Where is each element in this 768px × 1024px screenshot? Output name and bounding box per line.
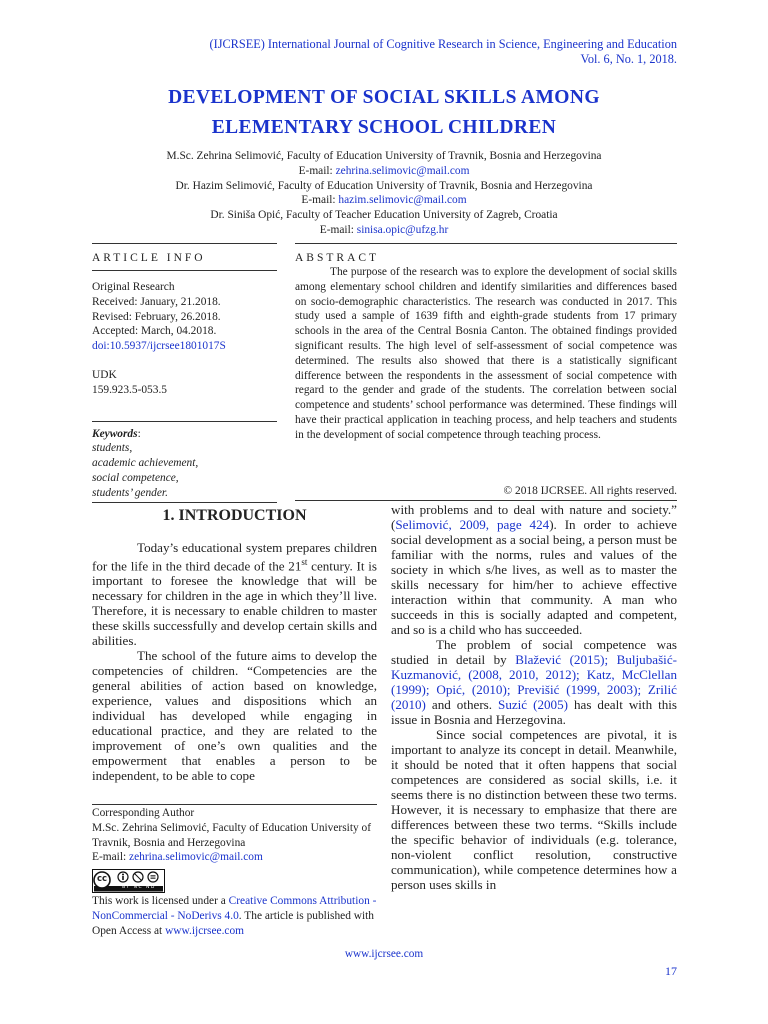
footer-url[interactable]: www.ijcrsee.com [344, 948, 424, 960]
page-number: 17 [665, 964, 677, 978]
article-info [92, 251, 277, 501]
paragraph-text: The problem of social competence was studied in detail by [391, 637, 677, 667]
article-info-bottom-rule [92, 502, 277, 503]
paragraph-text: Today’s educational system prepares children for the life in the third decade of the 21 [92, 540, 377, 574]
body-column-left [92, 540, 377, 783]
corresponding-author [92, 806, 377, 865]
author-3-affiliation: Dr. Siniša Opić, Faculty of Teacher Education University of Zagreb, Croatia [210, 209, 558, 222]
intro-paragraph-2: The school of the future aims to develop the competencies of children. “Competencies are the general abilities of action based on knowledge, experience, values and dispositions which an individual has developed while engaging in educational practice, and they are related to the improvement of one’s own qualities and the empowerment that enables a person to be independent, to be able to cope [92, 648, 377, 784]
body-column-right [391, 502, 677, 892]
abstract-text: The purpose of the research was to explore the development of social skills among elementary school children and identify similarities and differences based on socio-demographic characteristics. The research was conducted in 2017. This study used a sample of 1639 fifth and eighth-grade students from 17 primary schools in the area of the Central Bosnia Canton. The obtained findings provided significant results. The high level of self-assessment of social competence was determined. The results also showed that there is a statistically significant difference between the respondents in the assessment of social competence with regard to the gender and grade of the students. The correlation between social competence and students’ school performance was determined. These findings will have their practical application in teaching process, and help teachers and students in the development of social competence through teaching process. [295, 266, 677, 441]
abstract-heading: ABSTRACT [295, 252, 380, 264]
keywords-label: Keywords [92, 427, 138, 440]
paragraph-text: ). In order to achieve social development as a social being, a person must be familiar with the norms, rules and values of the society in which s/he lives, as well as to master the skills necessary for him/her to achieve effective interaction within that community. A man who succeeds in this is socially adapted and competent, and so is a child who has succeeded. [391, 517, 677, 637]
footnote-rule [92, 804, 377, 805]
accepted-date: Accepted: March, 04.2018. [92, 325, 217, 338]
license-text [92, 894, 377, 938]
keyword-item: students’ gender. [92, 486, 168, 499]
paper-title [60, 83, 708, 143]
license-pre: This work is licensed under a [92, 895, 229, 907]
intro-paragraph-4: Since social competences are pivotal, it is important to analyze its concept in detail. Meanwhile, it should be noted that it often happens that social competences are considered as social skills, i.e. it seems there is no distinction between these two terms. However, it is necessary to emphasize that there are differences between these two terms. “Skills include the specific behavior of individuals (e.g. tolerance, non-violent conflict resolution, constructive communication), while competence determines how a person uses skills in [391, 727, 677, 892]
keyword-item: students, [92, 442, 133, 455]
email-label: E-mail: [298, 164, 336, 177]
author-1-email-link[interactable]: zehrina.selimovic@mail.com [335, 164, 470, 177]
copyright-notice: © 2018 IJCRSEE. All rights reserved. [503, 485, 677, 497]
title-line-2: ELEMENTARY SCHOOL CHILDREN [211, 117, 557, 138]
corresponding-label: Corresponding Author [92, 807, 195, 819]
keyword-item: social competence, [92, 471, 179, 484]
cc-badge-terms: BY NC ND [122, 885, 156, 890]
paragraph-text: and others. [425, 697, 499, 712]
author-2-email-line [60, 193, 708, 208]
article-info-top-rule [92, 243, 277, 244]
abstract-top-rule [295, 243, 677, 244]
email-label: E-mail: [92, 851, 130, 864]
license-mid: . The article is published with Open Access at [92, 909, 374, 937]
author-3-email-line [60, 223, 708, 238]
title-line-1: DEVELOPMENT OF SOCIAL SKILLS AMONG [168, 87, 600, 108]
volume-issue: Vol. 6, No. 1, 2018. [580, 52, 677, 66]
author-1-affiliation: M.Sc. Zehrina Selimović, Faculty of Education University of Travnik, Bosnia and Herzegovina [166, 150, 602, 162]
citation-link[interactable]: Suzić (2005) [498, 697, 569, 712]
intro-paragraph-continued [391, 502, 677, 637]
paragraph-text: century. It is important to foresee the knowledge that will be necessary for children in the age in which they’ll live. Therefore, it is necessary to enable children to master these skills successfully and develop certain skills and abilities. [92, 558, 377, 649]
email-label: E-mail: [319, 223, 357, 236]
section-heading-introduction: 1. INTRODUCTION [162, 507, 307, 524]
journal-name: (IJCRSEE) International Journal of Cognitive Research in Science, Engineering and Education [209, 37, 677, 51]
doi-link[interactable]: doi:10.5937/ijcrsee1801017S [92, 340, 226, 353]
corresponding-email-link[interactable]: zehrina.selimovic@mail.com [129, 851, 263, 864]
journal-header [150, 37, 677, 67]
keywords-heading [92, 427, 277, 442]
superscript: st [301, 557, 308, 567]
email-label: E-mail: [301, 194, 339, 207]
cc-badge-text: cc [96, 874, 108, 884]
udk-value: 159.923.5-053.5 [92, 383, 167, 396]
paragraph-text: has dealt with this issue in Bosnia and Herzegovina. [391, 697, 678, 727]
paragraph-text: with problems and to deal with nature and society.” ( [391, 502, 677, 532]
intro-paragraph-1 [92, 540, 377, 648]
publisher-site-link[interactable]: www.ijcrsee.com [165, 924, 245, 937]
corresponding-email-line [92, 850, 377, 865]
author-1-email-line [60, 164, 708, 179]
citation-link[interactable]: Blažević (2015); Buljubašić-Kuzmanović, (2008, 2010, 2012); Katz, McClellan (1999); Opić, (2010); Previšić (1999, 2003); Zrilić (2010) [391, 652, 677, 712]
abstract-bottom-rule [295, 500, 677, 501]
intro-paragraph-3 [391, 637, 677, 727]
author-3-email-link[interactable]: sinisa.opic@ufzg.hr [356, 223, 449, 236]
corresponding-affiliation: M.Sc. Zehrina Selimović, Faculty of Education University of Travnik, Bosnia and Herzegovina [92, 821, 372, 849]
author-2-affiliation: Dr. Hazim Selimović, Faculty of Education University of Travnik, Bosnia and Herzegovina [175, 179, 593, 192]
revised-date: Revised: February, 26.2018. [92, 310, 221, 323]
keywords-colon: : [137, 427, 141, 440]
abstract [295, 251, 677, 454]
received-date: Received: January, 21.2018. [92, 295, 221, 308]
citation-link[interactable]: Selimović, 2009, page 424 [395, 517, 550, 532]
udk-label: UDK [92, 368, 117, 381]
author-2-email-link[interactable]: hazim.selimovic@mail.com [338, 194, 467, 207]
creative-commons-badge[interactable] [92, 869, 165, 893]
article-info-heading: ARTICLE INFO [92, 252, 206, 264]
article-type: Original Research [92, 281, 175, 293]
keyword-item: academic achievement, [92, 457, 199, 470]
license-link[interactable]: Creative Commons Attribution - NonCommercial - NoDerivs 4.0 [92, 895, 377, 922]
author-block [60, 149, 708, 238]
